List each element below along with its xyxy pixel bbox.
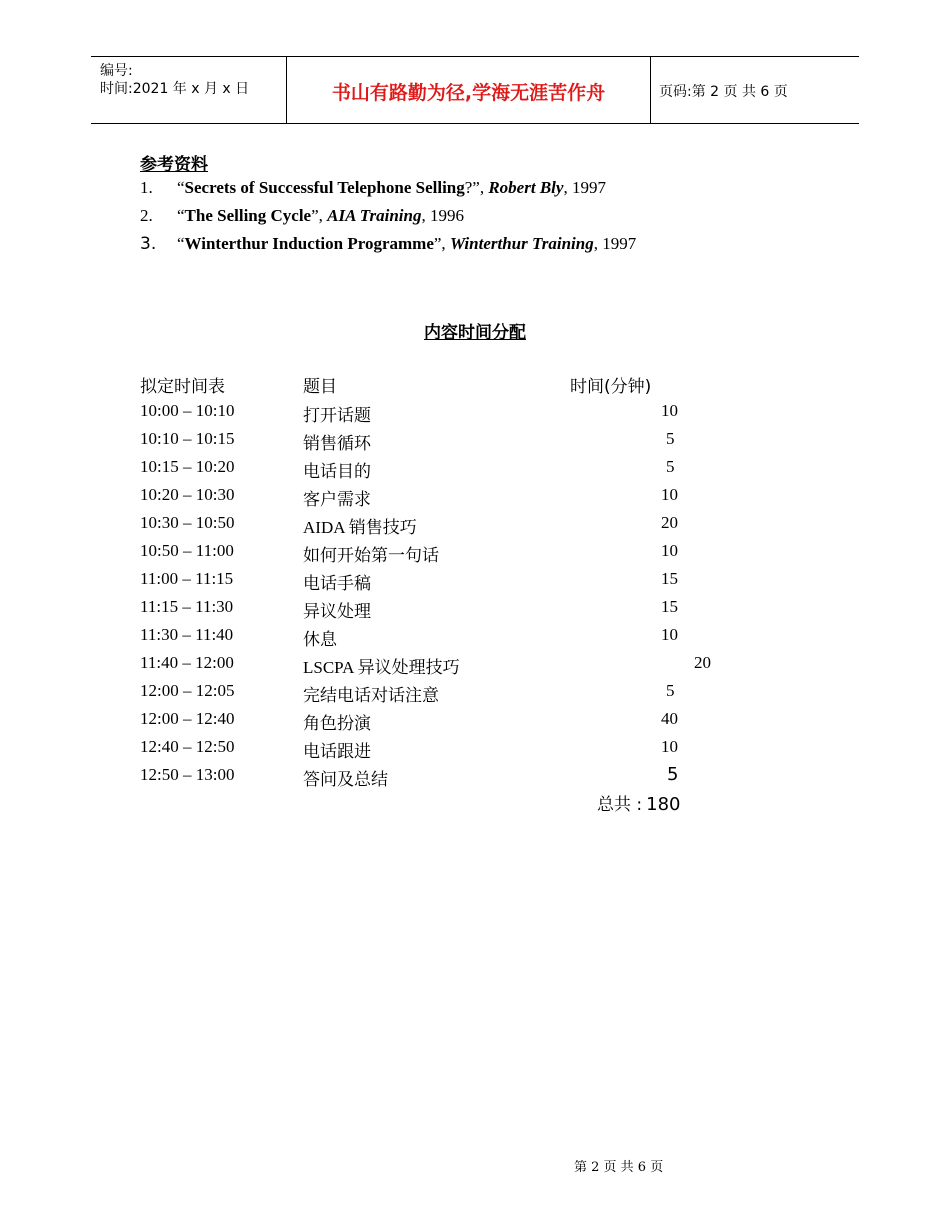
schedule-row xyxy=(0,485,950,513)
row-minutes: 20 xyxy=(694,653,711,672)
reference-number: 1. xyxy=(140,178,153,197)
schedule-row xyxy=(0,429,950,457)
schedule-row xyxy=(0,765,950,793)
schedule-header-topic: 题目 xyxy=(303,377,337,397)
row-topic: 异议处理 xyxy=(303,602,371,621)
header-meta-cell xyxy=(91,57,286,123)
row-minutes: 10 xyxy=(661,541,678,560)
row-time: 10:30 – 10:50 xyxy=(140,513,235,532)
row-minutes: 5 xyxy=(666,457,675,476)
row-time: 10:15 – 10:20 xyxy=(140,457,235,476)
row-minutes: 10 xyxy=(661,485,678,504)
row-minutes: 15 xyxy=(661,597,678,616)
row-topic: 客户需求 xyxy=(303,490,371,509)
document-number-label: 编号: xyxy=(100,63,133,79)
document-date-label: 时间:2021 年 x 月 x 日 xyxy=(100,81,250,97)
schedule-row xyxy=(0,625,950,653)
reference-separator: ?”, xyxy=(464,178,489,197)
schedule-header-time: 拟定时间表 xyxy=(140,377,225,397)
row-topic: 完结电话对话注意 xyxy=(303,686,439,705)
header-motto-cell xyxy=(286,57,651,123)
row-minutes: 40 xyxy=(661,709,678,728)
row-minutes: 10 xyxy=(661,625,678,644)
reference-work: Secrets of Successful Telephone Selling xyxy=(184,178,465,197)
row-topic: 角色扮演 xyxy=(303,714,371,733)
reference-item xyxy=(140,234,636,254)
schedule-row xyxy=(0,653,950,681)
header-page-cell xyxy=(650,57,859,123)
row-time: 12:40 – 12:50 xyxy=(140,737,235,756)
reference-number: 3. xyxy=(140,234,157,254)
schedule-title: 内容时间分配 xyxy=(424,323,526,343)
row-minutes: 10 xyxy=(661,737,678,756)
row-topic: 电话跟进 xyxy=(303,742,371,761)
row-time: 10:50 – 11:00 xyxy=(140,541,234,560)
row-time: 11:30 – 11:40 xyxy=(140,625,234,644)
row-time: 12:00 – 12:40 xyxy=(140,709,235,728)
row-topic: 休息 xyxy=(303,630,337,649)
reference-work: The Selling Cycle xyxy=(184,206,312,225)
row-topic: 电话目的 xyxy=(303,462,371,481)
reference-author: Winterthur Training xyxy=(449,234,594,253)
schedule-total xyxy=(597,790,681,815)
header-page-label: 页码:第 2 页 共 6 页 xyxy=(659,84,788,100)
schedule-row xyxy=(0,513,950,541)
header-motto: 书山有路勤为径,学海无涯苦作舟 xyxy=(331,82,606,104)
row-minutes: 5 xyxy=(666,429,675,448)
row-time: 11:40 – 12:00 xyxy=(140,653,234,672)
reference-separator: ”, xyxy=(433,234,450,253)
schedule-row xyxy=(0,709,950,737)
page-header xyxy=(91,56,859,124)
row-topic: AIDA 销售技巧 xyxy=(303,518,417,537)
schedule-row xyxy=(0,401,950,429)
row-time: 10:00 – 10:10 xyxy=(140,401,235,420)
total-label: 总共 : xyxy=(597,795,643,815)
row-time: 12:00 – 12:05 xyxy=(140,681,235,700)
reference-separator: ”, xyxy=(311,206,328,225)
schedule-header-minutes: 时间(分钟) xyxy=(570,377,652,397)
reference-year: , 1997 xyxy=(593,234,637,253)
total-value: 180 xyxy=(646,794,681,815)
reference-author: AIA Training xyxy=(327,206,422,225)
reference-work: Winterthur Induction Programme xyxy=(184,234,434,253)
references-title: 参考资料 xyxy=(140,155,208,175)
schedule-row xyxy=(0,541,950,569)
schedule-row xyxy=(0,681,950,709)
schedule-row xyxy=(0,597,950,625)
row-topic: 如何开始第一句话 xyxy=(303,546,439,565)
row-minutes: 5 xyxy=(666,681,675,700)
reference-item xyxy=(140,206,464,226)
row-topic: LSCPA 异议处理技巧 xyxy=(303,658,460,677)
row-time: 11:15 – 11:30 xyxy=(140,597,234,616)
row-minutes: 15 xyxy=(661,569,678,588)
row-minutes: 5 xyxy=(667,764,679,785)
reference-item xyxy=(140,178,606,198)
reference-open-quote: “ xyxy=(177,206,185,225)
reference-open-quote: “ xyxy=(177,178,185,197)
schedule-row xyxy=(0,457,950,485)
reference-year: , 1996 xyxy=(421,206,464,225)
schedule-row xyxy=(0,569,950,597)
reference-number: 2. xyxy=(140,206,153,225)
row-topic: 打开话题 xyxy=(303,406,371,425)
footer-page-number: 第 2 页 共 6 页 xyxy=(574,1160,664,1175)
row-minutes: 10 xyxy=(661,401,678,420)
row-topic: 答问及总结 xyxy=(303,770,388,789)
reference-year: , 1997 xyxy=(563,178,606,197)
row-time: 10:10 – 10:15 xyxy=(140,429,235,448)
row-time: 10:20 – 10:30 xyxy=(140,485,235,504)
reference-open-quote: “ xyxy=(177,234,185,253)
row-time: 12:50 – 13:00 xyxy=(140,765,235,784)
row-minutes: 20 xyxy=(661,513,678,532)
schedule-row xyxy=(0,737,950,765)
reference-author: Robert Bly xyxy=(488,178,564,197)
row-time: 11:00 – 11:15 xyxy=(140,569,234,588)
row-topic: 销售循环 xyxy=(303,434,371,453)
row-topic: 电话手稿 xyxy=(303,574,371,593)
